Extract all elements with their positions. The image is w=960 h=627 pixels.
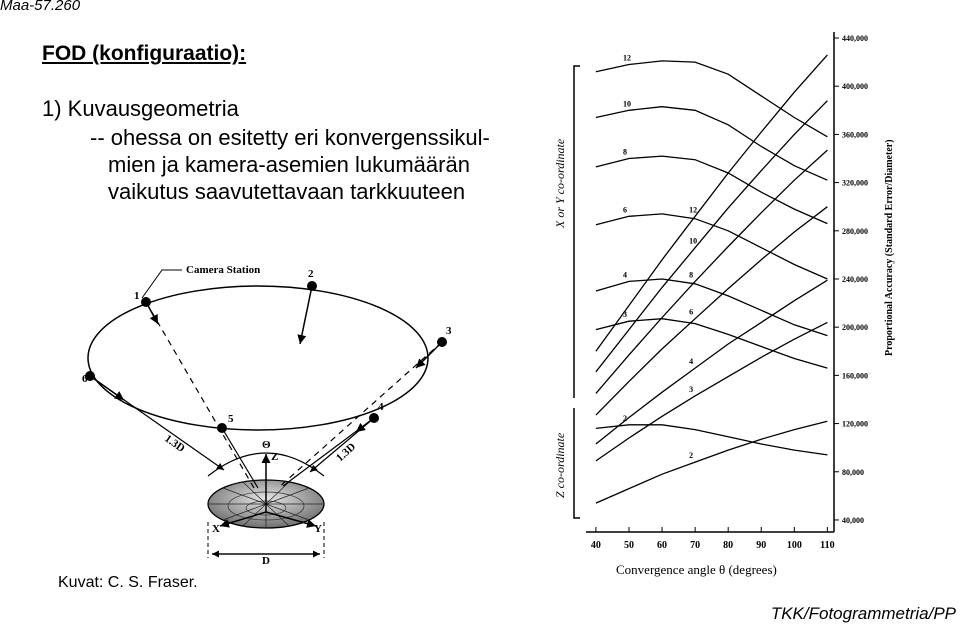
series-line-xy-8 <box>596 156 828 224</box>
xy-bracket <box>574 66 580 398</box>
series-label: 10 <box>689 236 698 246</box>
series-line-z-10 <box>596 101 828 372</box>
y-tick-label: 360,000 <box>842 130 868 140</box>
x-tick-label: 70 <box>690 540 701 551</box>
slide-title: FOD (konfiguraatio): <box>42 42 247 65</box>
sight-line-1 <box>146 302 254 488</box>
station-number-5: 5 <box>228 413 234 425</box>
station-number-4: 4 <box>378 401 384 413</box>
axis-label-x: X <box>212 523 220 535</box>
y-tick-label: 200,000 <box>842 323 868 333</box>
y-tick-label: 320,000 <box>842 178 868 188</box>
series-label: 4 <box>689 357 694 367</box>
y-label-xy: X or Y co-ordinate <box>553 138 567 228</box>
footer-text: TKK/Fotogrammetria/PP <box>770 604 956 623</box>
diameter-label: D <box>262 555 270 567</box>
series-line-z-8 <box>596 147 828 393</box>
series-label: 8 <box>622 147 627 157</box>
y-tick-label: 440,000 <box>842 34 868 44</box>
camera-station-5 <box>217 423 227 433</box>
x-tick-label: 100 <box>786 540 802 551</box>
y-tick-label: 120,000 <box>842 419 868 429</box>
y-tick-label: 240,000 <box>842 274 868 284</box>
x-tick-label: 110 <box>820 540 835 551</box>
series-line-xy-10 <box>596 107 828 181</box>
series-label: 12 <box>622 53 631 63</box>
series-label: 3 <box>689 384 694 394</box>
series-line-z-3 <box>596 322 828 461</box>
series-label: 10 <box>622 99 631 109</box>
image-credit: Kuvat: C. S. Fraser. <box>58 574 198 591</box>
series-label: 12 <box>689 205 698 215</box>
item-line-1: -- ohessa on esitetty eri konvergenssikul- <box>90 125 490 150</box>
series-label: 3 <box>622 310 627 320</box>
axis-label-z: Z <box>271 451 279 463</box>
station-number-3: 3 <box>446 325 452 337</box>
series-line-xy-6 <box>596 214 828 279</box>
series-label: 2 <box>689 451 694 461</box>
convergence-angle-symbol: Θ <box>262 439 271 451</box>
y-tick-label: 40,000 <box>842 515 864 525</box>
x-tick-label: 80 <box>723 540 734 551</box>
x-tick-label: 50 <box>623 540 634 551</box>
distance-label-left: 1.3D <box>162 432 187 455</box>
series-line-xy-2 <box>596 425 828 455</box>
camera-station-diagram <box>78 250 468 570</box>
series-label: 6 <box>689 307 694 317</box>
camera-station-2 <box>307 281 317 291</box>
x-tick-label: 60 <box>657 540 668 551</box>
y-tick-label: 400,000 <box>842 82 868 92</box>
station-number-2: 2 <box>308 268 314 280</box>
series-line-z-4 <box>596 280 828 444</box>
series-line-z-6 <box>596 207 828 415</box>
x-tick-label: 90 <box>756 540 767 551</box>
course-code: Maa-57.260 <box>0 0 81 14</box>
distance-label-right: 1.3D <box>333 440 359 465</box>
series-line-xy-3 <box>596 319 828 368</box>
camera-station-1 <box>141 297 151 307</box>
x-axis-title: Convergence angle θ (degrees) <box>616 562 777 577</box>
series-label: 8 <box>689 270 694 280</box>
item-line-2: mien ja kamera-asemien lukumäärän <box>108 152 470 177</box>
camera-station-4 <box>369 413 379 423</box>
camera-station-label: Camera Station <box>186 264 261 276</box>
item-line-3: vaikutus saavutettavaan tarkkuuteen <box>108 179 466 204</box>
z-bracket <box>574 408 580 518</box>
y-tick-label: 160,000 <box>842 371 868 381</box>
series-label: 6 <box>622 205 627 215</box>
series-label: 2 <box>622 413 627 423</box>
y-label-right: Proportional Accuracy (Standard Error/Diameter) <box>884 139 895 356</box>
y-tick-label: 280,000 <box>842 226 868 236</box>
y-tick-label: 80,000 <box>842 467 864 477</box>
accuracy-chart <box>540 18 960 588</box>
camera-station-3 <box>437 337 447 347</box>
y-label-z: Z co-ordinate <box>553 432 567 498</box>
series-label: 4 <box>622 270 627 280</box>
station-number-6: 6 <box>82 373 88 385</box>
x-tick-label: 40 <box>590 540 601 551</box>
station-number-1: 1 <box>134 290 140 302</box>
axis-label-y: Y <box>314 523 322 535</box>
station-orbit <box>88 286 428 430</box>
item-heading: 1) Kuvausgeometria <box>42 96 239 121</box>
